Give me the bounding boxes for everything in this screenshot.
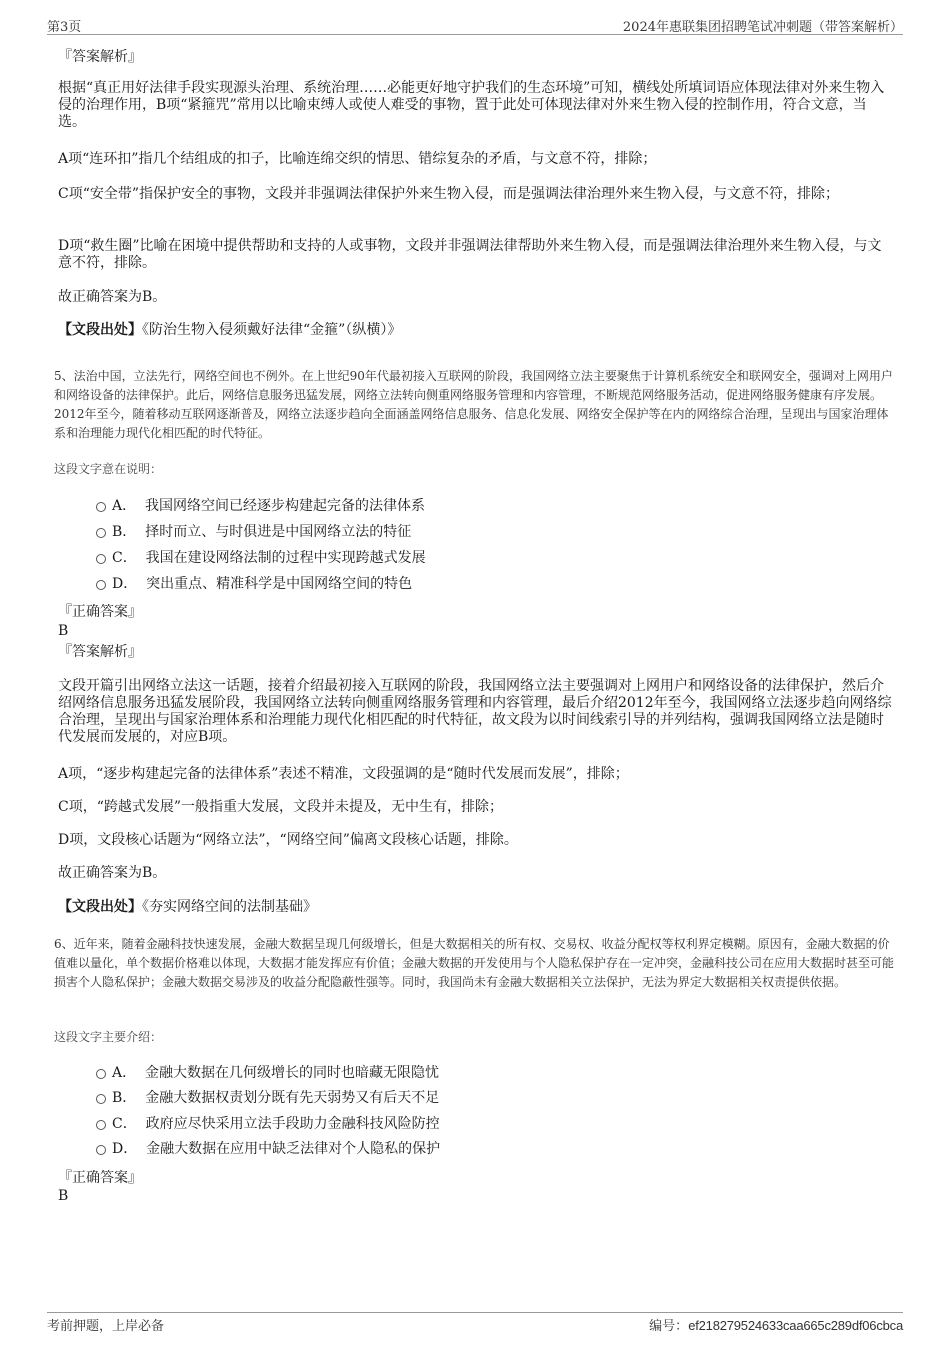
q4-option-d-note: D项“救生圈”比喻在困境中提供帮助和支持的人或事物，文段并非强调法律帮助外来生物入侵，而是强调法律治理外来生物入侵，与文意不符，排除。: [58, 238, 882, 271]
option-text: 政府应尽快采用立法手段助力金融科技风险防控: [145, 1116, 440, 1132]
q6-answer-label: 『正确答案』: [58, 1170, 142, 1186]
q5-analysis: 文段开篇引出网络立法这一话题，接着介绍最初接入互联网的阶段，我国网络立法主要强调对上网用户和网络设备的法律保护，然后介绍网络信息服务迅猛发展阶段，我国网络立法转向侧重网络服务管理和内容管理，最后介绍2012年至今，我国网络立法逐步趋向网络综合治理，呈现出与国家治理体系和治理能力现代化相匹配的时代特征，故文段为以时间线索引导的并列结构，强调我国网络立法是随时代发展而发展的，对应B项。: [58, 678, 892, 745]
page-number: 第3页: [47, 20, 82, 35]
option-text: 我国网络空间已经逐步构建起完备的法律体系: [145, 498, 426, 514]
radio-icon[interactable]: [96, 1120, 106, 1130]
page-footer: [47, 1312, 903, 1333]
radio-icon[interactable]: [96, 528, 106, 538]
q4-conclusion: 故正确答案为B。: [58, 289, 167, 305]
q5-source: [58, 899, 894, 916]
q6-option-b[interactable]: [96, 1090, 439, 1107]
document-id-label: 编号：: [649, 1319, 689, 1334]
radio-icon[interactable]: [96, 1094, 106, 1104]
option-text: 金融大数据在应用中缺乏法律对个人隐私的保护: [146, 1141, 441, 1157]
document-id: [649, 1315, 903, 1334]
q5-option-d[interactable]: [96, 576, 412, 593]
option-text: 突出重点、精准科学是中国网络空间的特色: [146, 576, 413, 592]
q6-option-d[interactable]: [96, 1141, 440, 1158]
footer-slogan: 考前押题，上岸必备: [47, 1319, 165, 1334]
q6-option-c[interactable]: [96, 1116, 440, 1133]
radio-icon[interactable]: [96, 1069, 106, 1079]
q5-option-b[interactable]: [96, 524, 411, 541]
option-text: 择时而立、与时俱进是中国网络立法的特征: [145, 524, 412, 540]
page-header: [47, 14, 903, 35]
q4-source: [58, 322, 894, 339]
q5-answer: B: [58, 623, 69, 639]
option-letter: D．: [112, 576, 138, 592]
q5-option-c-note: C项，“跨越式发展”一般指重大发展，文段并未提及，无中生有，排除；: [58, 799, 504, 815]
option-letter: A．: [112, 1065, 137, 1081]
radio-icon[interactable]: [96, 1145, 106, 1155]
option-letter: D．: [112, 1141, 138, 1157]
option-text: 我国在建设网络法制的过程中实现跨越式发展: [145, 550, 426, 566]
q5-option-a[interactable]: [96, 498, 425, 515]
option-letter: A．: [112, 498, 137, 514]
option-text: 金融大数据权责划分既有先天弱势又有后天不足: [145, 1090, 440, 1106]
q5-answer-label: 『正确答案』: [58, 604, 142, 620]
q5-source-title: 《夯实网络空间的法制基础》: [142, 899, 317, 915]
q4-option-c-note: C项“安全带”指保护安全的事物，文段并非强调法律保护外来生物入侵，而是强调法律治理外来生物入侵，与文意不符，排除；: [58, 186, 840, 202]
option-text: 金融大数据在几何级增长的同时也暗藏无限隐忧: [145, 1065, 440, 1081]
document-title: 2024年惠联集团招聘笔试冲刺题（带答案解析）: [622, 20, 903, 35]
option-letter: C．: [112, 1116, 137, 1132]
q6-prompt: 这段文字主要介绍：: [54, 1030, 163, 1044]
q6-option-a[interactable]: [96, 1065, 439, 1082]
q5-analysis-label: 『答案解析』: [58, 644, 142, 660]
q5-option-c[interactable]: [96, 550, 426, 567]
radio-icon[interactable]: [96, 554, 106, 564]
option-letter: B．: [112, 1090, 137, 1106]
option-letter: B．: [112, 524, 137, 540]
q4-analysis-label: 『答案解析』: [58, 49, 142, 65]
q6-stem: 6、近年来，随着金融科技快速发展，金融大数据呈现几何级增长，但是大数据相关的所有权、交易权、收益分配权等权利界定模糊。原因有，金融大数据的价值难以量化，单个数据价格难以体现，大数据才能发挥应有价值；金融大数据的开发使用与个人隐私保护存在一定冲突，金融科技公司在应用大数据时甚至可能损害个人隐私保护；金融大数据交易涉及的收益分配隐蔽性强等。同时，我国尚未有金融大数据相关立法保护，无法为界定大数据相关权责提供依据。: [54, 937, 895, 989]
q5-conclusion: 故正确答案为B。: [58, 865, 167, 881]
q5-option-d-note: D项，文段核心话题为“网络立法”，“网络空间”偏离文段核心话题，排除。: [58, 832, 518, 848]
radio-icon[interactable]: [96, 580, 106, 590]
q4-option-a-note: A项“连环扣”指几个结组成的扣子，比喻连绵交织的情思、错综复杂的矛盾，与文意不符，排除；: [58, 151, 657, 167]
q5-prompt: 这段文字意在说明：: [54, 462, 163, 476]
q4-source-title: 《防治生物入侵须戴好法律“金箍”（纵横）》: [142, 322, 402, 338]
option-letter: C．: [112, 550, 137, 566]
q5-option-a-note: A项，“逐步构建起完备的法律体系”表述不精准，文段强调的是“随时代发展而发展”，排除；: [58, 766, 629, 782]
q5-source-label: 【文段出处】: [58, 899, 142, 915]
q5-stem: 5、法治中国，立法先行，网络空间也不例外。在上世纪90年代最初接入互联网的阶段，我国网络立法主要聚焦于计算机系统安全和联网安全，强调对上网用户和网络设备的法律保护。此后，网络信息服务迅猛发展，网络立法转向侧重网络服务管理和内容管理，不断规范网络服务活动，促进网络服务健康有序发展。2012年至今，随着移动互联网逐渐普及，网络立法逐步趋向全面涵盖网络信息服务、信息化发展、网络安全保护等在内的网络综合治理，呈现出与国家治理体系和治理能力现代化相匹配的时代特征。: [54, 369, 893, 440]
radio-icon[interactable]: [96, 502, 106, 512]
q6-answer: B: [58, 1188, 69, 1204]
q4-analysis: 根据“真正用好法律手段实现源头治理、系统治理……必能更好地守护我们的生态环境”可知，横线处所填词语应体现法律对外来生物入侵的治理作用，B项“紧箍咒”常用以比喻束缚人或使人难受的事物，置于此处可体现法律对外来生物入侵的控制作用，符合文意，当选。: [58, 80, 885, 130]
document-id-value: ef218279524633caa665c289df06cbca: [688, 1318, 903, 1333]
q4-source-label: 【文段出处】: [58, 322, 142, 338]
